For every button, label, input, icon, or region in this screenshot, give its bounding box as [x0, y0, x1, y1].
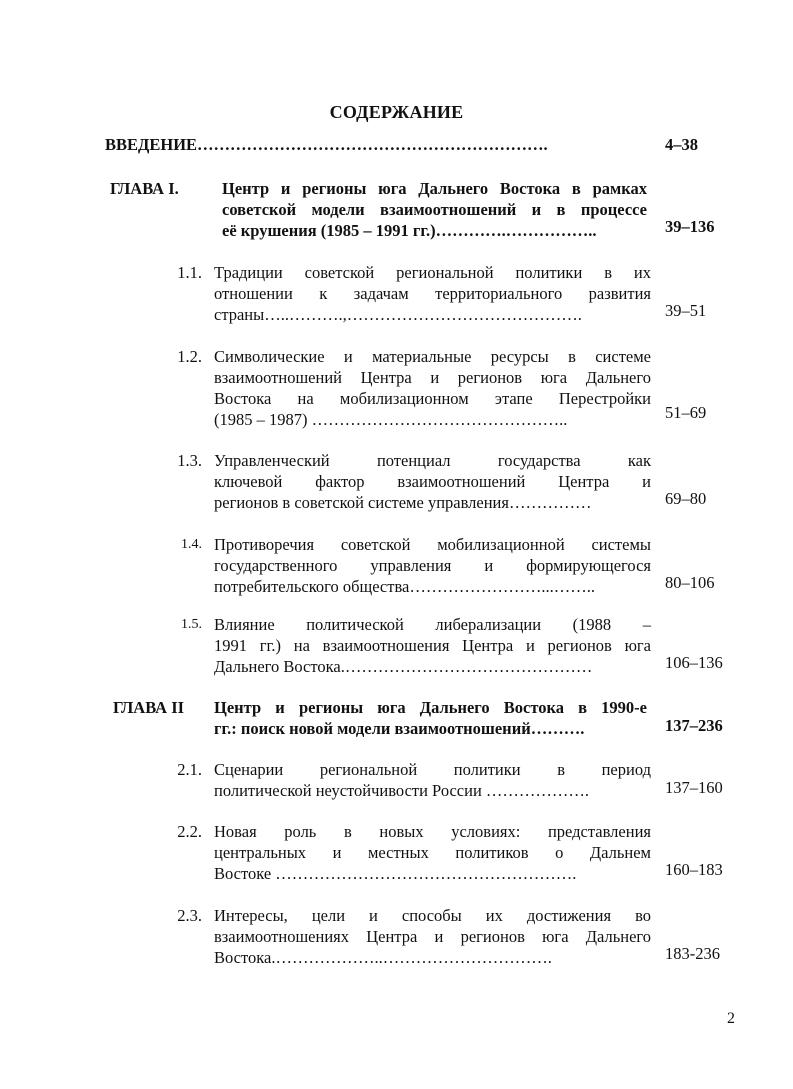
- text-line: Центр и регионы юга Дальнего Востока в 1990-е: [214, 698, 647, 717]
- text-line: Центр и регионы юга Дальнего Востока в рамках: [222, 179, 647, 198]
- text-line: страны…..……….,…………………………………….: [214, 305, 582, 324]
- section-number: 1.4.: [181, 537, 202, 552]
- toc-entry-chapter-1: [0, 178, 793, 244]
- section-pages: 80–106: [665, 573, 715, 592]
- text-line: Традиции советской региональной политики в их: [214, 263, 651, 282]
- text-line: Дальнего Востока.………………………………………: [214, 657, 593, 676]
- intro-pages: 4–38: [665, 135, 698, 154]
- text-line: центральных и местных политиков о Дальнем: [214, 843, 651, 862]
- text-line: советской модели взаимоотношений и в процессе: [222, 200, 647, 219]
- toc-entry-section: [0, 346, 793, 432]
- text-line: взаимоотношений Центра и регионов юга Дальнего: [214, 368, 651, 387]
- text-line: взаимоотношениях Центра и регионов юга Дальнего: [214, 927, 651, 946]
- text-line: Влияние политической либерализации (1988 –: [214, 615, 651, 634]
- section-number: 2.1.: [177, 760, 202, 779]
- page-title: СОДЕРЖАНИЕ: [329, 102, 464, 122]
- intro-label: ВВЕДЕНИЕ……………………………………………………….: [105, 135, 548, 154]
- section-pages: 106–136: [665, 653, 723, 672]
- text-line: Управленческий потенциал государства как: [214, 451, 651, 470]
- toc-entry-section: [0, 759, 793, 803]
- chapter-label: ГЛАВА II: [113, 698, 185, 717]
- section-pages: 39–51: [665, 301, 707, 320]
- text-line: Востоке ……………………………………………….: [214, 864, 577, 883]
- toc-entry-section: [0, 450, 793, 516]
- text-line: ключевой фактор взаимоотношений Центра и: [214, 472, 651, 491]
- section-pages: 69–80: [665, 489, 707, 508]
- text-line: Символические и материальные ресурсы в системе: [214, 347, 651, 366]
- text-line: гг.: поиск новой модели взаимоотношений……….: [214, 719, 585, 738]
- section-title: [214, 614, 651, 677]
- chapter-label: ГЛАВА I.: [110, 179, 179, 198]
- text-line: 1991 гг.) на взаимоотношения Центра и регионов юга: [214, 636, 651, 655]
- chapter-title: [214, 697, 647, 739]
- text-line: Противоречия советской мобилизационной системы: [214, 535, 651, 554]
- toc-entry-section: [0, 614, 793, 680]
- text-line: (1985 – 1987) ………………………………………..: [214, 410, 568, 429]
- section-pages: 160–183: [665, 860, 723, 879]
- text-line: политической неустойчивости России ……………….: [214, 781, 590, 800]
- toc-entry-intro: [0, 134, 793, 156]
- section-number: 1.1.: [177, 263, 202, 282]
- text-line: Интересы, цели и способы их достижения во: [214, 906, 651, 925]
- toc-entry-section: [0, 905, 793, 971]
- section-pages: 137–160: [665, 778, 723, 797]
- toc-entry-section: [0, 534, 793, 600]
- section-pages: 183-236: [665, 944, 720, 963]
- section-number: 1.5.: [181, 617, 202, 632]
- text-line: Востока.………………..………………………….: [214, 948, 552, 967]
- page-number: 2: [727, 1010, 735, 1027]
- text-line: её крушения (1985 – 1991 гг.)………….……………..: [222, 221, 597, 240]
- text-line: государственного управления и формирующегося: [214, 556, 651, 575]
- section-number: 1.3.: [177, 451, 202, 470]
- text-line: Сценарии региональной политики в период: [214, 760, 651, 779]
- toc-entry-section: [0, 262, 793, 328]
- section-title: [214, 450, 651, 513]
- text-line: отношении к задачам территориального развития: [214, 284, 651, 303]
- section-number: 2.2.: [177, 822, 202, 841]
- text-line: Новая роль в новых условиях: представления: [214, 822, 651, 841]
- section-number: 2.3.: [177, 906, 202, 925]
- chapter-title: [222, 178, 647, 241]
- section-title: [214, 905, 651, 968]
- section-title: [214, 821, 651, 884]
- section-title: [214, 759, 651, 801]
- toc-entry-chapter-2: [0, 697, 793, 741]
- section-pages: 51–69: [665, 403, 707, 422]
- text-line: Востока на мобилизационном этапе Перестройки: [214, 389, 651, 408]
- section-title: [214, 262, 651, 325]
- chapter-pages: 39–136: [665, 217, 715, 236]
- chapter-pages: 137–236: [665, 716, 723, 735]
- section-title: [214, 346, 651, 430]
- text-line: регионов в советской системе управления……………: [214, 493, 592, 512]
- text-line: потребительского общества……………………...……..: [214, 577, 595, 596]
- section-title: [214, 534, 651, 597]
- section-number: 1.2.: [177, 347, 202, 366]
- toc-entry-section: [0, 821, 793, 887]
